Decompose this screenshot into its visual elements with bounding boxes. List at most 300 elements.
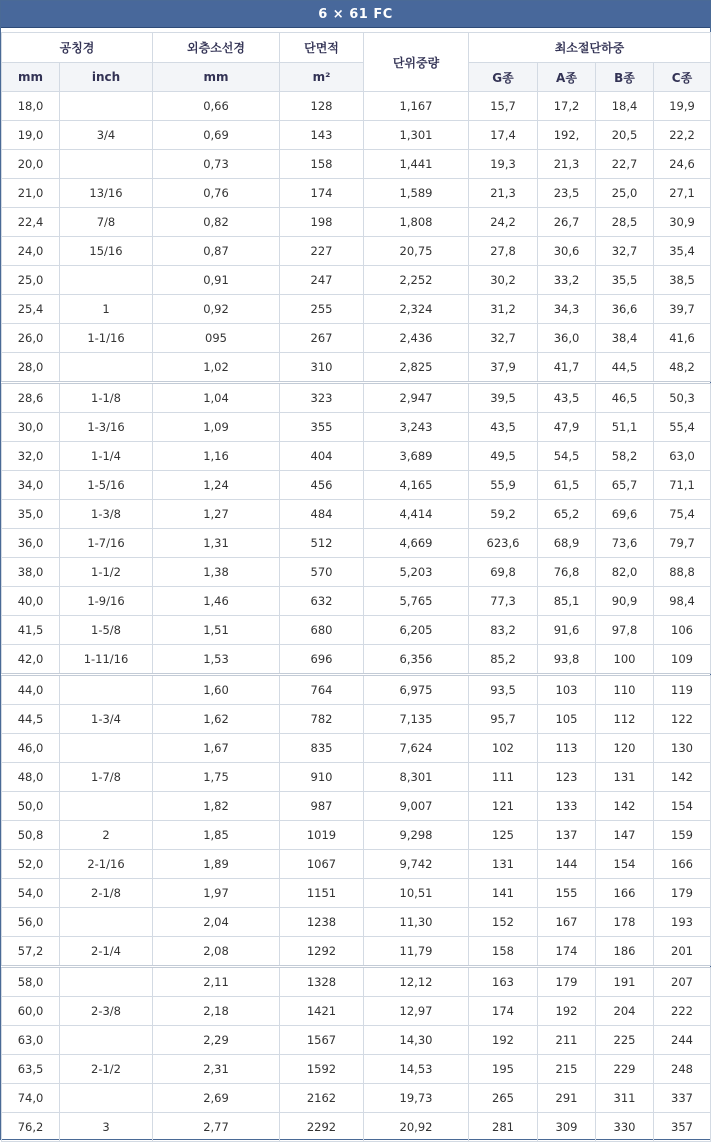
- cell-unit-weight: 2,947: [364, 383, 469, 413]
- header-unit-mm: mm: [2, 63, 60, 92]
- cell-grade-a: 61,5: [538, 471, 596, 500]
- cell-nominal-inch: [60, 734, 153, 763]
- cell-nominal-inch: 1-1/2: [60, 558, 153, 587]
- cell-nominal-mm: 25,4: [2, 295, 60, 324]
- table-row: [2, 295, 711, 324]
- cell-grade-g: 174: [469, 997, 538, 1026]
- cell-grade-g: 55,9: [469, 471, 538, 500]
- cell-grade-g: 121: [469, 792, 538, 821]
- cell-outer-wire-mm: 1,51: [153, 616, 280, 645]
- cell-nominal-inch: [60, 967, 153, 997]
- table-row: [2, 763, 711, 792]
- cell-grade-a: 215: [538, 1055, 596, 1084]
- cell-outer-wire-mm: 1,24: [153, 471, 280, 500]
- cell-nominal-inch: 1: [60, 295, 153, 324]
- cell-grade-a: 76,8: [538, 558, 596, 587]
- cell-outer-wire-mm: 0,76: [153, 179, 280, 208]
- cell-outer-wire-mm: 1,46: [153, 587, 280, 616]
- cell-grade-b: 44,5: [596, 353, 654, 383]
- cell-outer-wire-mm: 1,09: [153, 413, 280, 442]
- cell-nominal-mm: 21,0: [2, 179, 60, 208]
- wire-rope-spec-table: [1, 32, 711, 1142]
- cell-grade-g: 19,3: [469, 150, 538, 179]
- cell-unit-weight: 3,689: [364, 442, 469, 471]
- cell-outer-wire-mm: 1,04: [153, 383, 280, 413]
- cell-cross-section: 2162: [280, 1084, 364, 1113]
- cell-nominal-mm: 50,8: [2, 821, 60, 850]
- cell-grade-g: 265: [469, 1084, 538, 1113]
- cell-grade-a: 192: [538, 997, 596, 1026]
- cell-grade-a: 155: [538, 879, 596, 908]
- cell-grade-g: 623,6: [469, 529, 538, 558]
- cell-grade-g: 49,5: [469, 442, 538, 471]
- cell-grade-a: 174: [538, 937, 596, 967]
- cell-grade-c: 55,4: [654, 413, 711, 442]
- cell-grade-g: 158: [469, 937, 538, 967]
- cell-nominal-inch: 1-1/8: [60, 383, 153, 413]
- cell-grade-b: 35,5: [596, 266, 654, 295]
- table-row: [2, 558, 711, 587]
- cell-grade-c: 63,0: [654, 442, 711, 471]
- table-row: [2, 705, 711, 734]
- cell-nominal-inch: [60, 908, 153, 937]
- cell-grade-c: 337: [654, 1084, 711, 1113]
- cell-unit-weight: 14,53: [364, 1055, 469, 1084]
- cell-grade-c: 122: [654, 705, 711, 734]
- table-row: [2, 1113, 711, 1142]
- cell-grade-b: 131: [596, 763, 654, 792]
- cell-outer-wire-mm: 1,02: [153, 353, 280, 383]
- cell-outer-wire-mm: 0,87: [153, 237, 280, 266]
- header-unit-weight: 단위중량: [364, 33, 469, 92]
- cell-unit-weight: 19,73: [364, 1084, 469, 1113]
- cell-grade-g: 43,5: [469, 413, 538, 442]
- table-row: [2, 1026, 711, 1055]
- cell-outer-wire-mm: 1,62: [153, 705, 280, 734]
- table-row: [2, 324, 711, 353]
- cell-grade-g: 195: [469, 1055, 538, 1084]
- cell-nominal-mm: 74,0: [2, 1084, 60, 1113]
- cell-grade-g: 27,8: [469, 237, 538, 266]
- cell-grade-b: 100: [596, 645, 654, 675]
- cell-unit-weight: 6,205: [364, 616, 469, 645]
- cell-grade-g: 39,5: [469, 383, 538, 413]
- header-row-units: [2, 63, 711, 92]
- cell-outer-wire-mm: 0,66: [153, 92, 280, 121]
- cell-unit-weight: 1,808: [364, 208, 469, 237]
- cell-unit-weight: 2,252: [364, 266, 469, 295]
- cell-nominal-inch: 2-1/4: [60, 937, 153, 967]
- cell-grade-g: 69,8: [469, 558, 538, 587]
- cell-grade-g: 95,7: [469, 705, 538, 734]
- cell-grade-c: 130: [654, 734, 711, 763]
- cell-cross-section: 1328: [280, 967, 364, 997]
- cell-grade-a: 179: [538, 967, 596, 997]
- cell-nominal-inch: 1-9/16: [60, 587, 153, 616]
- cell-outer-wire-mm: 095: [153, 324, 280, 353]
- cell-outer-wire-mm: 0,82: [153, 208, 280, 237]
- cell-grade-a: 192,: [538, 121, 596, 150]
- cell-unit-weight: 7,135: [364, 705, 469, 734]
- cell-grade-c: 244: [654, 1026, 711, 1055]
- cell-nominal-mm: 18,0: [2, 92, 60, 121]
- cell-outer-wire-mm: 0,91: [153, 266, 280, 295]
- cell-nominal-mm: 38,0: [2, 558, 60, 587]
- cell-nominal-inch: 13/16: [60, 179, 153, 208]
- cell-unit-weight: 2,324: [364, 295, 469, 324]
- table-row: [2, 529, 711, 558]
- cell-outer-wire-mm: 0,92: [153, 295, 280, 324]
- cell-grade-c: 27,1: [654, 179, 711, 208]
- cell-grade-b: 204: [596, 997, 654, 1026]
- cell-grade-c: 79,7: [654, 529, 711, 558]
- cell-grade-a: 105: [538, 705, 596, 734]
- table-row: [2, 937, 711, 967]
- cell-cross-section: 2292: [280, 1113, 364, 1142]
- header-min-breaking-load: 최소절단하중: [469, 33, 711, 63]
- cell-nominal-inch: 2-1/8: [60, 879, 153, 908]
- table-row: [2, 1084, 711, 1113]
- cell-cross-section: 143: [280, 121, 364, 150]
- cell-grade-a: 144: [538, 850, 596, 879]
- cell-nominal-mm: 35,0: [2, 500, 60, 529]
- cell-cross-section: 1292: [280, 937, 364, 967]
- cell-grade-c: 193: [654, 908, 711, 937]
- cell-outer-wire-mm: 1,27: [153, 500, 280, 529]
- cell-nominal-mm: 56,0: [2, 908, 60, 937]
- cell-grade-c: 166: [654, 850, 711, 879]
- cell-grade-b: 51,1: [596, 413, 654, 442]
- cell-grade-c: 119: [654, 675, 711, 705]
- cell-nominal-mm: 42,0: [2, 645, 60, 675]
- cell-cross-section: 1421: [280, 997, 364, 1026]
- cell-nominal-inch: [60, 150, 153, 179]
- cell-grade-b: 229: [596, 1055, 654, 1084]
- cell-outer-wire-mm: 2,04: [153, 908, 280, 937]
- table-row: [2, 266, 711, 295]
- cell-unit-weight: 4,414: [364, 500, 469, 529]
- cell-unit-weight: 1,167: [364, 92, 469, 121]
- cell-cross-section: 355: [280, 413, 364, 442]
- cell-nominal-inch: 1-11/16: [60, 645, 153, 675]
- cell-nominal-inch: 2-1/16: [60, 850, 153, 879]
- cell-nominal-mm: 52,0: [2, 850, 60, 879]
- cell-grade-g: 17,4: [469, 121, 538, 150]
- table-row: [2, 500, 711, 529]
- cell-unit-weight: 2,436: [364, 324, 469, 353]
- cell-unit-weight: 9,007: [364, 792, 469, 821]
- cell-nominal-inch: 1-7/8: [60, 763, 153, 792]
- cell-grade-b: 178: [596, 908, 654, 937]
- table-row: [2, 879, 711, 908]
- cell-outer-wire-mm: 1,85: [153, 821, 280, 850]
- table-body: [2, 92, 711, 1142]
- cell-grade-a: 91,6: [538, 616, 596, 645]
- table-row: [2, 850, 711, 879]
- cell-outer-wire-mm: 2,31: [153, 1055, 280, 1084]
- cell-grade-g: 31,2: [469, 295, 538, 324]
- header-nominal-diameter: 공칭경: [2, 33, 153, 63]
- cell-grade-a: 30,6: [538, 237, 596, 266]
- table-row: [2, 92, 711, 121]
- cell-grade-c: 75,4: [654, 500, 711, 529]
- cell-grade-c: 142: [654, 763, 711, 792]
- header-grade-c: C종: [654, 63, 711, 92]
- cell-grade-c: 98,4: [654, 587, 711, 616]
- cell-unit-weight: 20,92: [364, 1113, 469, 1142]
- cell-grade-b: 46,5: [596, 383, 654, 413]
- cell-grade-g: 102: [469, 734, 538, 763]
- cell-grade-b: 120: [596, 734, 654, 763]
- cell-unit-weight: 4,669: [364, 529, 469, 558]
- cell-grade-g: 125: [469, 821, 538, 850]
- cell-grade-a: 54,5: [538, 442, 596, 471]
- cell-grade-a: 36,0: [538, 324, 596, 353]
- cell-unit-weight: 12,97: [364, 997, 469, 1026]
- cell-cross-section: 512: [280, 529, 364, 558]
- cell-nominal-inch: 1-7/16: [60, 529, 153, 558]
- cell-grade-b: 20,5: [596, 121, 654, 150]
- cell-grade-b: 65,7: [596, 471, 654, 500]
- cell-nominal-mm: 32,0: [2, 442, 60, 471]
- cell-unit-weight: 20,75: [364, 237, 469, 266]
- cell-grade-g: 131: [469, 850, 538, 879]
- table-title: 6 × 61 FC: [1, 1, 710, 28]
- cell-cross-section: 1067: [280, 850, 364, 879]
- cell-nominal-inch: 1-3/16: [60, 413, 153, 442]
- cell-nominal-mm: 63,5: [2, 1055, 60, 1084]
- cell-cross-section: 404: [280, 442, 364, 471]
- table-row: [2, 442, 711, 471]
- cell-grade-a: 65,2: [538, 500, 596, 529]
- cell-cross-section: 910: [280, 763, 364, 792]
- table-row: [2, 413, 711, 442]
- cell-grade-c: 39,7: [654, 295, 711, 324]
- cell-nominal-mm: 44,0: [2, 675, 60, 705]
- table-row: [2, 237, 711, 266]
- cell-nominal-mm: 46,0: [2, 734, 60, 763]
- cell-nominal-inch: 2-3/8: [60, 997, 153, 1026]
- table-row: [2, 616, 711, 645]
- cell-nominal-mm: 40,0: [2, 587, 60, 616]
- cell-nominal-mm: 48,0: [2, 763, 60, 792]
- cell-outer-wire-mm: 2,08: [153, 937, 280, 967]
- cell-outer-wire-mm: 1,67: [153, 734, 280, 763]
- table-row: [2, 997, 711, 1026]
- cell-nominal-mm: 63,0: [2, 1026, 60, 1055]
- cell-nominal-mm: 30,0: [2, 413, 60, 442]
- cell-grade-g: 141: [469, 879, 538, 908]
- cell-grade-a: 309: [538, 1113, 596, 1142]
- cell-grade-c: 222: [654, 997, 711, 1026]
- cell-grade-c: 248: [654, 1055, 711, 1084]
- cell-cross-section: 680: [280, 616, 364, 645]
- cell-nominal-inch: [60, 353, 153, 383]
- cell-cross-section: 267: [280, 324, 364, 353]
- cell-nominal-inch: 3: [60, 1113, 153, 1142]
- cell-grade-c: 35,4: [654, 237, 711, 266]
- cell-grade-c: 24,6: [654, 150, 711, 179]
- cell-grade-c: 179: [654, 879, 711, 908]
- cell-outer-wire-mm: 1,31: [153, 529, 280, 558]
- cell-nominal-inch: [60, 1026, 153, 1055]
- cell-grade-c: 109: [654, 645, 711, 675]
- cell-grade-g: 59,2: [469, 500, 538, 529]
- cell-grade-a: 68,9: [538, 529, 596, 558]
- cell-grade-b: 69,6: [596, 500, 654, 529]
- cell-cross-section: 1019: [280, 821, 364, 850]
- cell-cross-section: 764: [280, 675, 364, 705]
- cell-nominal-mm: 19,0: [2, 121, 60, 150]
- cell-grade-a: 17,2: [538, 92, 596, 121]
- cell-grade-b: 18,4: [596, 92, 654, 121]
- cell-unit-weight: 6,975: [364, 675, 469, 705]
- table-row: [2, 1055, 711, 1084]
- header-unit-area: m²: [280, 63, 364, 92]
- cell-nominal-inch: 1-1/16: [60, 324, 153, 353]
- table-row: [2, 208, 711, 237]
- cell-grade-g: 111: [469, 763, 538, 792]
- cell-grade-a: 43,5: [538, 383, 596, 413]
- cell-grade-b: 110: [596, 675, 654, 705]
- header-grade-g: G종: [469, 63, 538, 92]
- table-row: [2, 645, 711, 675]
- cell-grade-b: 330: [596, 1113, 654, 1142]
- cell-grade-g: 15,7: [469, 92, 538, 121]
- cell-outer-wire-mm: 1,38: [153, 558, 280, 587]
- cell-nominal-mm: 50,0: [2, 792, 60, 821]
- table-row: [2, 179, 711, 208]
- cell-grade-b: 97,8: [596, 616, 654, 645]
- cell-grade-a: 21,3: [538, 150, 596, 179]
- cell-cross-section: 782: [280, 705, 364, 734]
- cell-outer-wire-mm: 1,53: [153, 645, 280, 675]
- cell-outer-wire-mm: 2,18: [153, 997, 280, 1026]
- cell-nominal-inch: 1-3/4: [60, 705, 153, 734]
- cell-cross-section: 835: [280, 734, 364, 763]
- cell-nominal-mm: 25,0: [2, 266, 60, 295]
- cell-grade-a: 85,1: [538, 587, 596, 616]
- cell-unit-weight: 1,589: [364, 179, 469, 208]
- cell-cross-section: 310: [280, 353, 364, 383]
- cell-outer-wire-mm: 1,89: [153, 850, 280, 879]
- table-row: [2, 792, 711, 821]
- cell-grade-g: 93,5: [469, 675, 538, 705]
- cell-grade-b: 73,6: [596, 529, 654, 558]
- cell-grade-b: 58,2: [596, 442, 654, 471]
- cell-outer-wire-mm: 2,77: [153, 1113, 280, 1142]
- cell-grade-b: 186: [596, 937, 654, 967]
- cell-grade-a: 211: [538, 1026, 596, 1055]
- table-row: [2, 821, 711, 850]
- cell-grade-b: 191: [596, 967, 654, 997]
- cell-unit-weight: 11,79: [364, 937, 469, 967]
- cell-unit-weight: 1,301: [364, 121, 469, 150]
- cell-grade-c: 357: [654, 1113, 711, 1142]
- cell-grade-g: 32,7: [469, 324, 538, 353]
- cell-grade-a: 123: [538, 763, 596, 792]
- cell-nominal-mm: 57,2: [2, 937, 60, 967]
- header-unit-wire-mm: mm: [153, 63, 280, 92]
- cell-unit-weight: 9,742: [364, 850, 469, 879]
- cell-unit-weight: 9,298: [364, 821, 469, 850]
- cell-grade-c: 71,1: [654, 471, 711, 500]
- cell-unit-weight: 5,765: [364, 587, 469, 616]
- cell-unit-weight: 2,825: [364, 353, 469, 383]
- cell-grade-c: 19,9: [654, 92, 711, 121]
- cell-nominal-mm: 26,0: [2, 324, 60, 353]
- cell-unit-weight: 4,165: [364, 471, 469, 500]
- cell-cross-section: 1151: [280, 879, 364, 908]
- cell-cross-section: 696: [280, 645, 364, 675]
- cell-outer-wire-mm: 1,75: [153, 763, 280, 792]
- cell-nominal-inch: [60, 266, 153, 295]
- cell-grade-g: 30,2: [469, 266, 538, 295]
- cell-grade-c: 50,3: [654, 383, 711, 413]
- cell-grade-a: 47,9: [538, 413, 596, 442]
- cell-grade-b: 82,0: [596, 558, 654, 587]
- cell-cross-section: 1238: [280, 908, 364, 937]
- cell-cross-section: 484: [280, 500, 364, 529]
- cell-grade-b: 22,7: [596, 150, 654, 179]
- cell-grade-a: 26,7: [538, 208, 596, 237]
- cell-nominal-inch: [60, 92, 153, 121]
- table-row: [2, 967, 711, 997]
- cell-unit-weight: 1,441: [364, 150, 469, 179]
- cell-grade-g: 21,3: [469, 179, 538, 208]
- cell-grade-a: 103: [538, 675, 596, 705]
- cell-grade-b: 36,6: [596, 295, 654, 324]
- cell-cross-section: 174: [280, 179, 364, 208]
- cell-nominal-mm: 28,0: [2, 353, 60, 383]
- cell-cross-section: 570: [280, 558, 364, 587]
- table-row: [2, 675, 711, 705]
- cell-grade-g: 77,3: [469, 587, 538, 616]
- cell-unit-weight: 11,30: [364, 908, 469, 937]
- cell-nominal-mm: 34,0: [2, 471, 60, 500]
- cell-unit-weight: 14,30: [364, 1026, 469, 1055]
- cell-grade-c: 154: [654, 792, 711, 821]
- cell-grade-b: 28,5: [596, 208, 654, 237]
- cell-outer-wire-mm: 2,11: [153, 967, 280, 997]
- cell-unit-weight: 5,203: [364, 558, 469, 587]
- cell-outer-wire-mm: 0,69: [153, 121, 280, 150]
- cell-cross-section: 632: [280, 587, 364, 616]
- cell-grade-c: 207: [654, 967, 711, 997]
- header-grade-b: B종: [596, 63, 654, 92]
- cell-unit-weight: 7,624: [364, 734, 469, 763]
- cell-unit-weight: 3,243: [364, 413, 469, 442]
- cell-grade-b: 90,9: [596, 587, 654, 616]
- cell-cross-section: 198: [280, 208, 364, 237]
- cell-grade-b: 25,0: [596, 179, 654, 208]
- cell-nominal-mm: 20,0: [2, 150, 60, 179]
- cell-grade-g: 85,2: [469, 645, 538, 675]
- cell-outer-wire-mm: 1,97: [153, 879, 280, 908]
- cell-grade-b: 166: [596, 879, 654, 908]
- header-outer-wire-diameter: 외층소선경: [153, 33, 280, 63]
- cell-outer-wire-mm: 2,29: [153, 1026, 280, 1055]
- cell-nominal-mm: 54,0: [2, 879, 60, 908]
- cell-grade-c: 48,2: [654, 353, 711, 383]
- cell-cross-section: 323: [280, 383, 364, 413]
- cell-grade-a: 34,3: [538, 295, 596, 324]
- cell-cross-section: 158: [280, 150, 364, 179]
- table-row: [2, 353, 711, 383]
- cell-grade-g: 281: [469, 1113, 538, 1142]
- cell-grade-c: 30,9: [654, 208, 711, 237]
- cell-unit-weight: 6,356: [364, 645, 469, 675]
